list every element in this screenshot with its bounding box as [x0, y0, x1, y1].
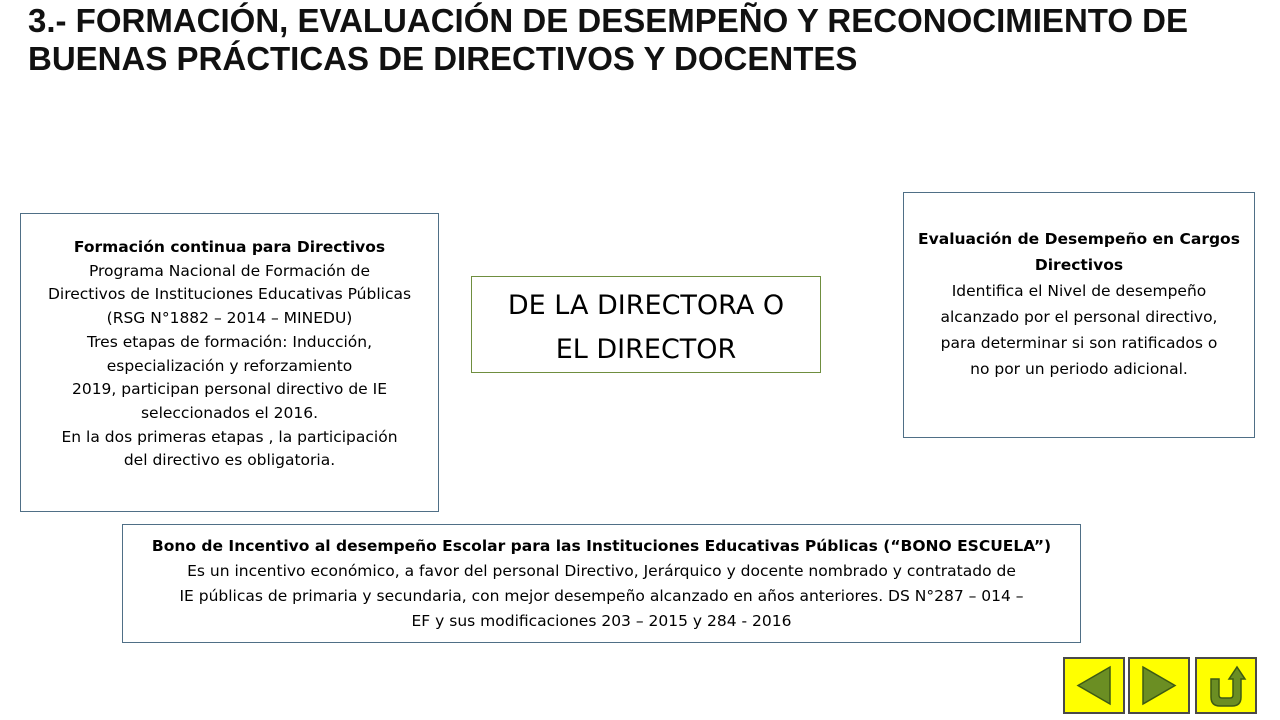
formacion-line: Directivos de Instituciones Educativas Públicas [47, 285, 412, 304]
bono-line: IE públicas de primaria y secundaria, con mejor desempeño alcanzado en años anteriores. DS N°287 – 014 – [179, 587, 1024, 605]
formacion-line: (RSG N°1882 – 2014 – MINEDU) [106, 309, 353, 328]
formacion-line: 2019, participan personal directivo de IE [71, 380, 388, 399]
formacion-line: Tres etapas de formación: Inducción, [86, 332, 373, 351]
formacion-continua-box [20, 213, 439, 512]
bono-escuela-box [122, 524, 1081, 643]
evaluacion-heading-line-2: Directivos [1034, 256, 1124, 274]
bono-line: Es un incentivo económico, a favor del personal Directivo, Jerárquico y docente nombrado y contratado de [187, 562, 1016, 580]
evaluacion-desempeno-box [903, 192, 1255, 438]
slide-title: 3.- FORMACIÓN, EVALUACIÓN DE DESEMPEÑO Y RECONOCIMIENTO DE BUENAS PRÁCTICAS DE DIRECTIVOS Y DOCENTES [28, 2, 1189, 77]
triangle-right-icon [1130, 659, 1188, 712]
evaluacion-line: para determinar si son ratificados o [940, 334, 1218, 352]
formacion-line: En la dos primeras etapas , la participación [61, 427, 398, 446]
director-line-1: DE LA DIRECTORA O [507, 290, 785, 321]
director-line-2: EL DIRECTOR [555, 334, 737, 365]
evaluacion-line: alcanzado por el personal directivo, [940, 308, 1218, 326]
formacion-line: seleccionados el 2016. [140, 403, 319, 422]
triangle-left-icon [1065, 659, 1123, 712]
return-button[interactable] [1195, 657, 1257, 714]
director-center-box [471, 276, 821, 373]
bono-line: EF y sus modificaciones 203 – 2015 y 284 - 2016 [411, 612, 792, 630]
formacion-line: Programa Nacional de Formación de [88, 261, 371, 280]
bono-heading: Bono de Incentivo al desempeño Escolar para las Instituciones Educativas Públicas (“BONO ESCUELA”) [151, 537, 1052, 555]
evaluacion-line: no por un periodo adicional. [970, 360, 1188, 378]
formacion-line: especialización y reforzamiento [106, 356, 353, 375]
evaluacion-line: Identifica el Nivel de desempeño [951, 282, 1207, 300]
formacion-heading: Formación continua para Directivos [73, 238, 386, 256]
u-turn-arrow-icon [1197, 659, 1255, 712]
evaluacion-heading-line-1: Evaluación de Desempeño en Cargos [918, 230, 1240, 248]
previous-slide-button[interactable] [1063, 657, 1125, 714]
next-slide-button[interactable] [1128, 657, 1190, 714]
formacion-line: del directivo es obligatoria. [123, 451, 336, 470]
